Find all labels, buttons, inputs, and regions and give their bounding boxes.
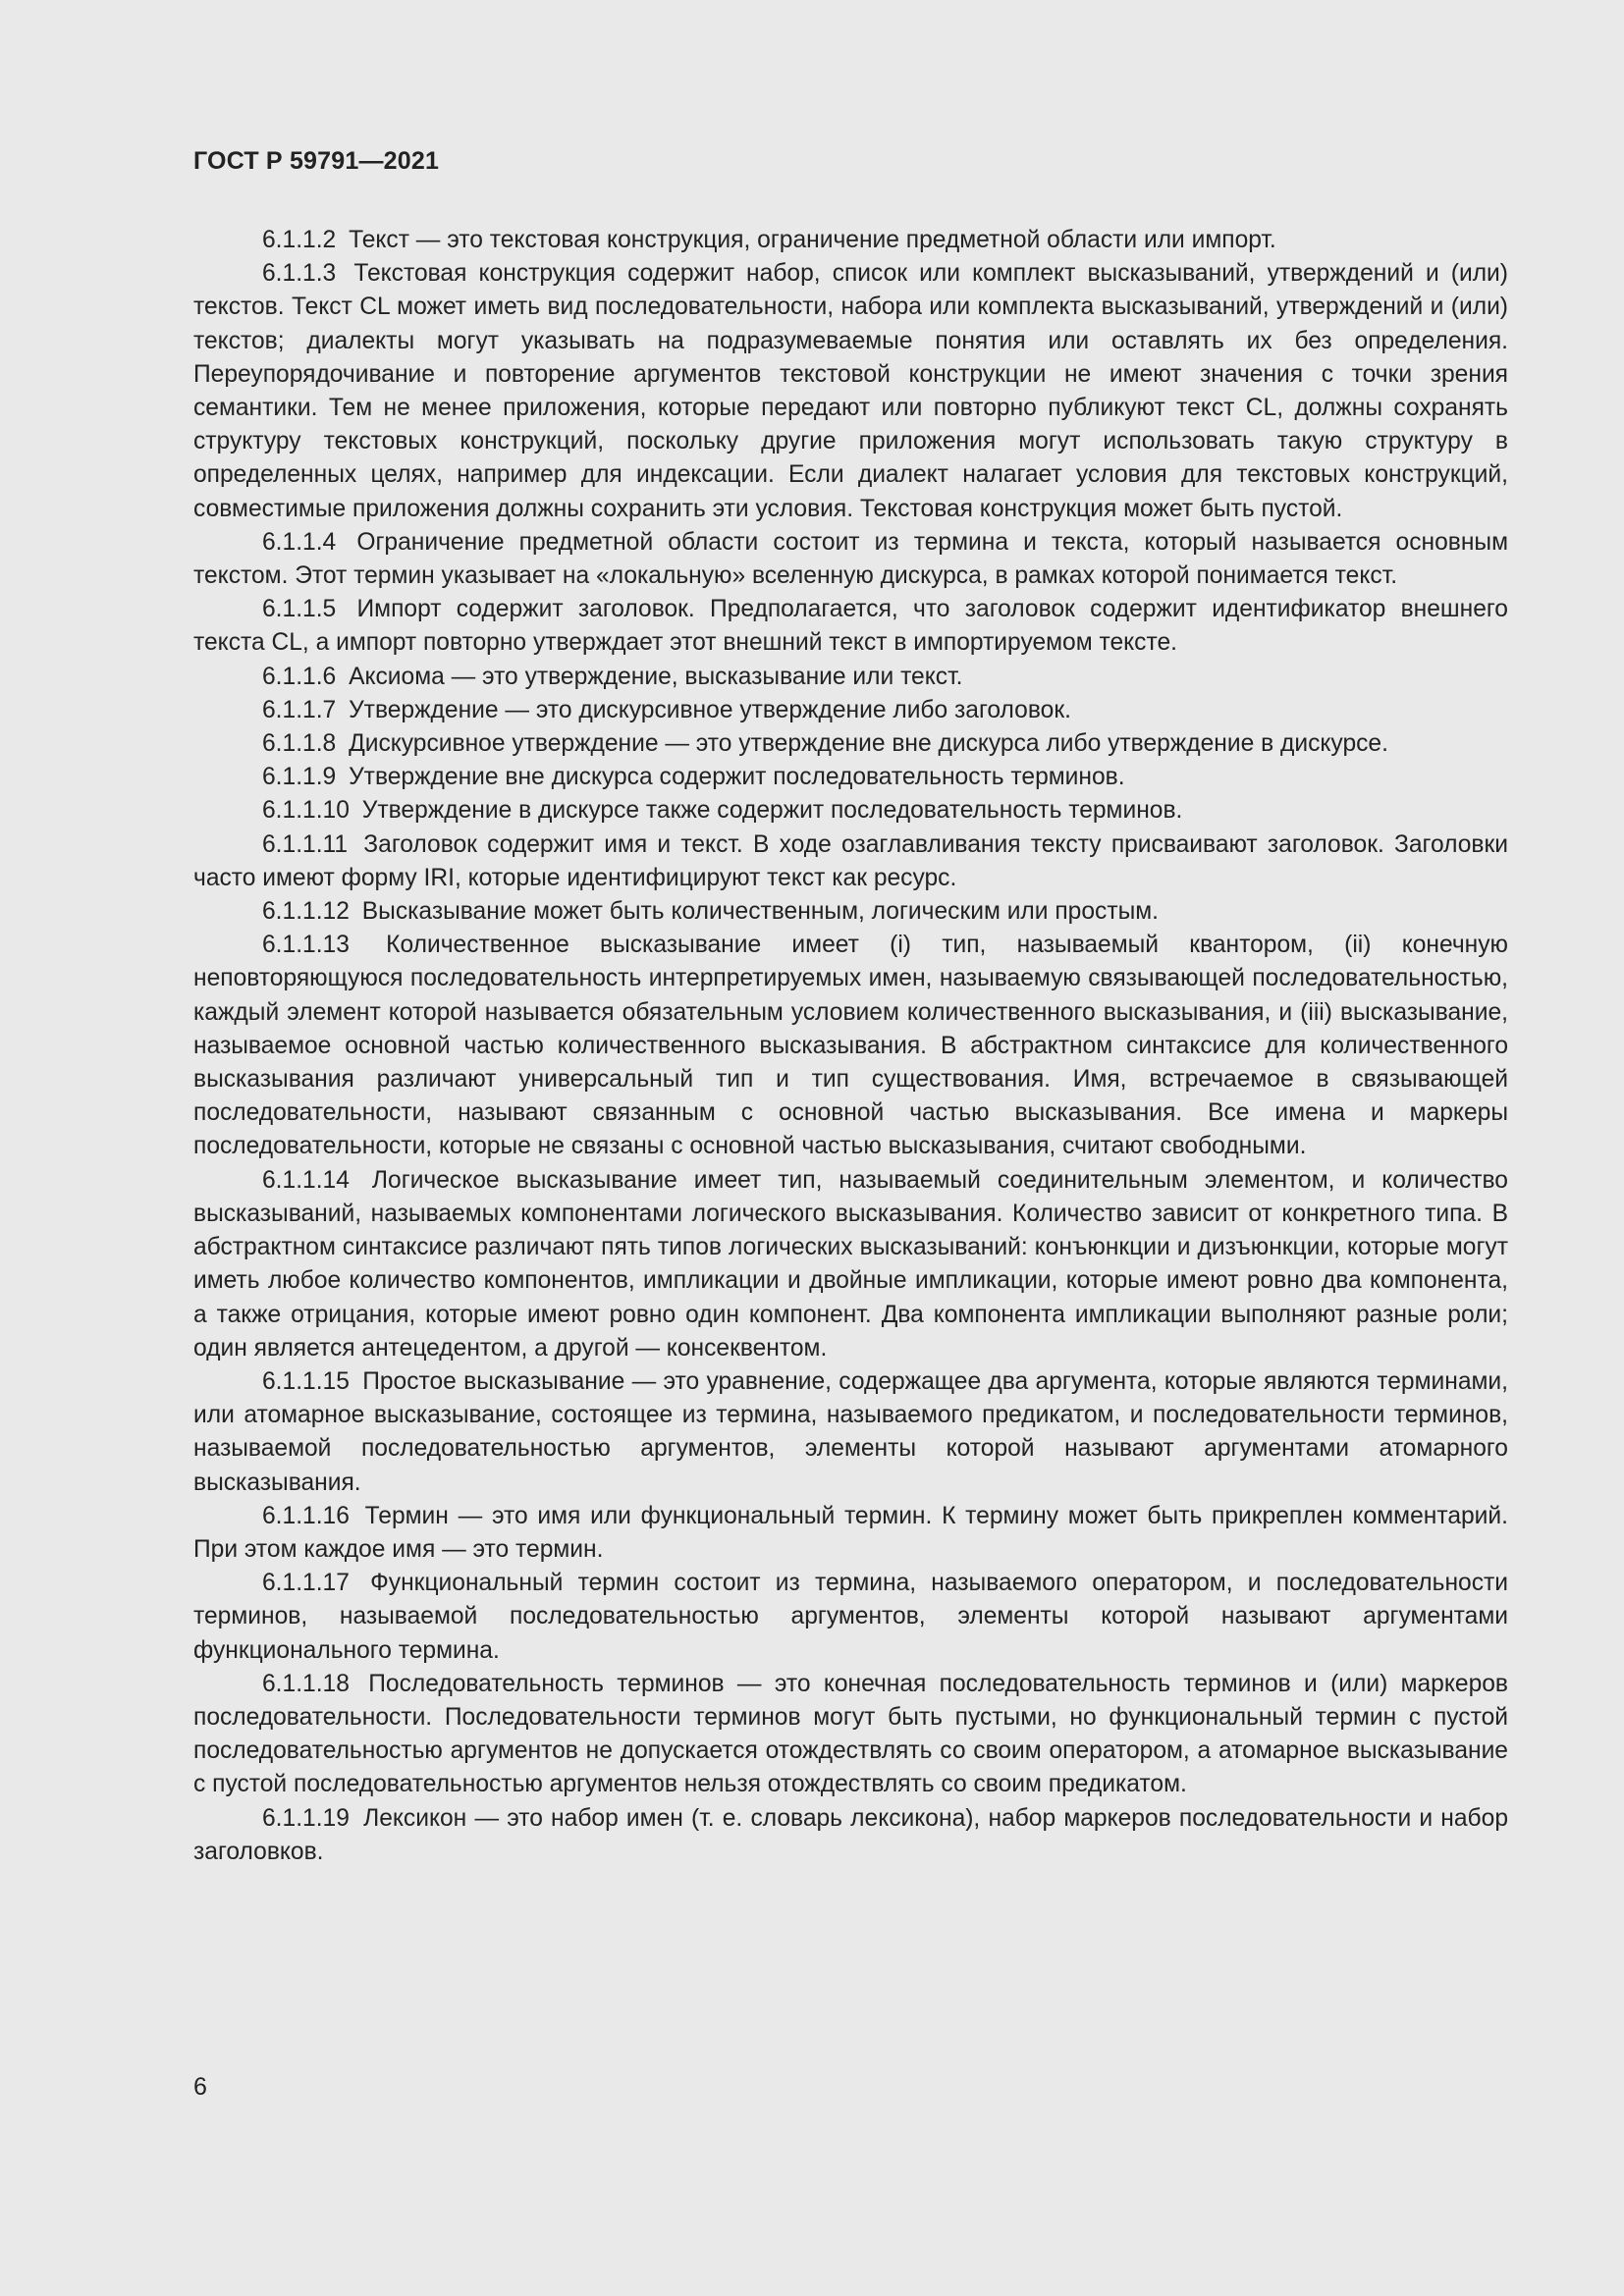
paragraph-text: Импорт содержит заголовок. Предполагается, что заголовок содержит идентификатор внешнего текста CL, а импорт повторно утверждает этот внешний текст в импортируемом тексте. xyxy=(193,596,1508,657)
paragraph-number: 6.1.1.16 xyxy=(262,1502,350,1529)
paragraph-number: 6.1.1.8 xyxy=(262,730,337,758)
paragraph-number: 6.1.1.13 xyxy=(262,932,350,959)
paragraph-number: 6.1.1.19 xyxy=(262,1804,350,1832)
paragraph-text: Текстовая конструкция содержит набор, список или комплект высказываний, утверждений и (или) текстов. Текст CL может иметь вид последовательности, набора или комплекта высказываний, утверждений и (или) текстов; диалекты могут указывать на подразумеваемые понятия или оставлять их без определения. Переупорядочивание и повторение аргументов текстовой конструкции не имеют значения с точки зрения семантики. Тем не менее приложения, которые передают или повторно публикуют текст CL, должны сохранять структуру текстовых конструкций, поскольку другие приложения могут использовать такую структуру в определенных целях, например для индексации. Если диалект налагает условия для текстовых конструкций, совместимые приложения должны сохранить эти условия. Текстовая конструкция может быть пустой. xyxy=(193,260,1508,522)
paragraph-6-1-1-7 xyxy=(193,694,1508,727)
paragraph-number: 6.1.1.17 xyxy=(262,1570,350,1597)
paragraph-6-1-1-2 xyxy=(193,224,1508,257)
page-header: ГОСТ Р 59791—2021 xyxy=(193,147,440,175)
paragraph-number: 6.1.1.12 xyxy=(262,898,350,926)
paragraph-number: 6.1.1.15 xyxy=(262,1367,350,1395)
paragraph-6-1-1-9 xyxy=(193,761,1508,794)
paragraph-text: Количественное высказывание имеет (i) тип, называемый квантором, (ii) конечную неповторяющуюся последовательность интерпретируемых имен, называемую связывающей последовательностью, каждый элемент которой называется обязательным условием количественного высказывания, и (iii) высказывание, называемое основной частью количественного высказывания. В абстрактном синтаксисе для количественного высказывания различают универсальный тип и тип существования. Имя, встречаемое в связывающей последовательности, называют связанным с основной частью высказывания. Все имена и маркеры последовательности, которые не связаны с основной частью высказывания, считают свободными. xyxy=(193,932,1508,1160)
paragraph-6-1-1-11 xyxy=(193,828,1508,895)
paragraph-text: Текст — это текстовая конструкция, ограничение предметной области или импорт. xyxy=(349,227,1276,253)
paragraph-text: Высказывание может быть количественным, логическим или простым. xyxy=(361,898,1160,926)
paragraph-6-1-1-19 xyxy=(193,1802,1508,1869)
paragraph-number: 6.1.1.18 xyxy=(262,1670,350,1697)
paragraph-number: 6.1.1.2 xyxy=(262,227,337,253)
paragraph-number: 6.1.1.3 xyxy=(262,260,337,288)
paragraph-6-1-1-4 xyxy=(193,526,1508,593)
paragraph-text: Функциональный термин состоит из термина, называемого оператором, и последовательности терминов, называемой последовательностью аргументов, элементы которой называют аргументами функционального термина. xyxy=(193,1570,1508,1664)
paragraph-number: 6.1.1.6 xyxy=(262,663,337,690)
paragraph-text: Ограничение предметной области состоит из термина и текста, который называется основным текстом. Этот термин указывает на «локальную» вселенную дискурса, в рамках которой понимается текст. xyxy=(193,528,1508,590)
paragraph-text: Дискурсивное утверждение — это утверждение вне дискурса либо утверждение в дискурсе. xyxy=(349,730,1388,758)
paragraph-6-1-1-6 xyxy=(193,661,1508,694)
paragraph-number: 6.1.1.4 xyxy=(262,528,337,556)
paragraph-text: Лексикон — это набор имен (т. е. словарь лексикона), набор маркеров последовательности и набор заголовков. xyxy=(193,1804,1508,1865)
paragraph-6-1-1-10 xyxy=(193,794,1508,828)
paragraph-text: Последовательность терминов — это конечная последовательность терминов и (или) маркеров последовательности. Последовательности терминов могут быть пустыми, но функциональный термин с пустой последовательностью аргументов не допускается отождествлять со своим оператором, а атомарное высказывание с пустой последовательностью аргументов нельзя отождествлять со своим предикатом. xyxy=(193,1670,1508,1798)
paragraph-6-1-1-17 xyxy=(193,1567,1508,1668)
paragraph-text: Простое высказывание — это уравнение, содержащее два аргумента, которые являются терминами, или атомарное высказывание, состоящее из термина, называемого предикатом, и последовательности терминов, называемой последовательностью аргументов, элементы которой называют аргументами атомарного высказывания. xyxy=(193,1367,1508,1496)
paragraph-number: 6.1.1.11 xyxy=(262,830,349,858)
paragraph-text: Утверждение — это дискурсивное утверждение либо заголовок. xyxy=(349,696,1071,723)
paragraph-number: 6.1.1.9 xyxy=(262,764,337,791)
paragraph-6-1-1-13 xyxy=(193,929,1508,1163)
paragraph-number: 6.1.1.7 xyxy=(262,696,337,723)
paragraph-text: Утверждение вне дискурса содержит последовательность терминов. xyxy=(349,764,1125,791)
paragraph-6-1-1-16 xyxy=(193,1500,1508,1567)
paragraph-text: Аксиома — это утверждение, высказывание или текст. xyxy=(349,663,963,690)
paragraph-6-1-1-15 xyxy=(193,1365,1508,1500)
paragraph-text: Термин — это имя или функциональный термин. К термину может быть прикреплен комментарий. При этом каждое имя — это термин. xyxy=(193,1502,1508,1563)
paragraph-6-1-1-14 xyxy=(193,1164,1508,1365)
paragraph-number: 6.1.1.14 xyxy=(262,1166,350,1194)
paragraph-6-1-1-3 xyxy=(193,257,1508,526)
paragraph-6-1-1-12 xyxy=(193,895,1508,929)
page-number: 6 xyxy=(193,2073,207,2101)
paragraph-6-1-1-8 xyxy=(193,727,1508,761)
paragraph-text: Логическое высказывание имеет тип, называемый соединительным элементом, и количество высказываний, называемых компонентами логического высказывания. Количество зависит от конкретного типа. В абстрактном синтаксисе различают пять типов логических высказываний: конъюнкции и дизъюнкции, которые могут иметь любое количество компонентов, импликации и двойные импликации, которые имеют ровно два компонента, а также отрицания, которые имеют ровно один компонент. Два компонента импликации выполняют разные роли; один является антецедентом, а другой — консеквентом. xyxy=(193,1166,1508,1362)
paragraph-text: Заголовок содержит имя и текст. В ходе озаглавливания тексту присваивают заголовок. Заголовки часто имеют форму IRI, которые идентифицируют текст как ресурс. xyxy=(193,830,1508,891)
paragraph-6-1-1-18 xyxy=(193,1668,1508,1802)
document-body xyxy=(193,224,1508,1869)
paragraph-number: 6.1.1.10 xyxy=(262,797,350,825)
paragraph-number: 6.1.1.5 xyxy=(262,596,337,623)
paragraph-6-1-1-5 xyxy=(193,593,1508,660)
paragraph-text: Утверждение в дискурсе также содержит последовательность терминов. xyxy=(361,797,1183,825)
